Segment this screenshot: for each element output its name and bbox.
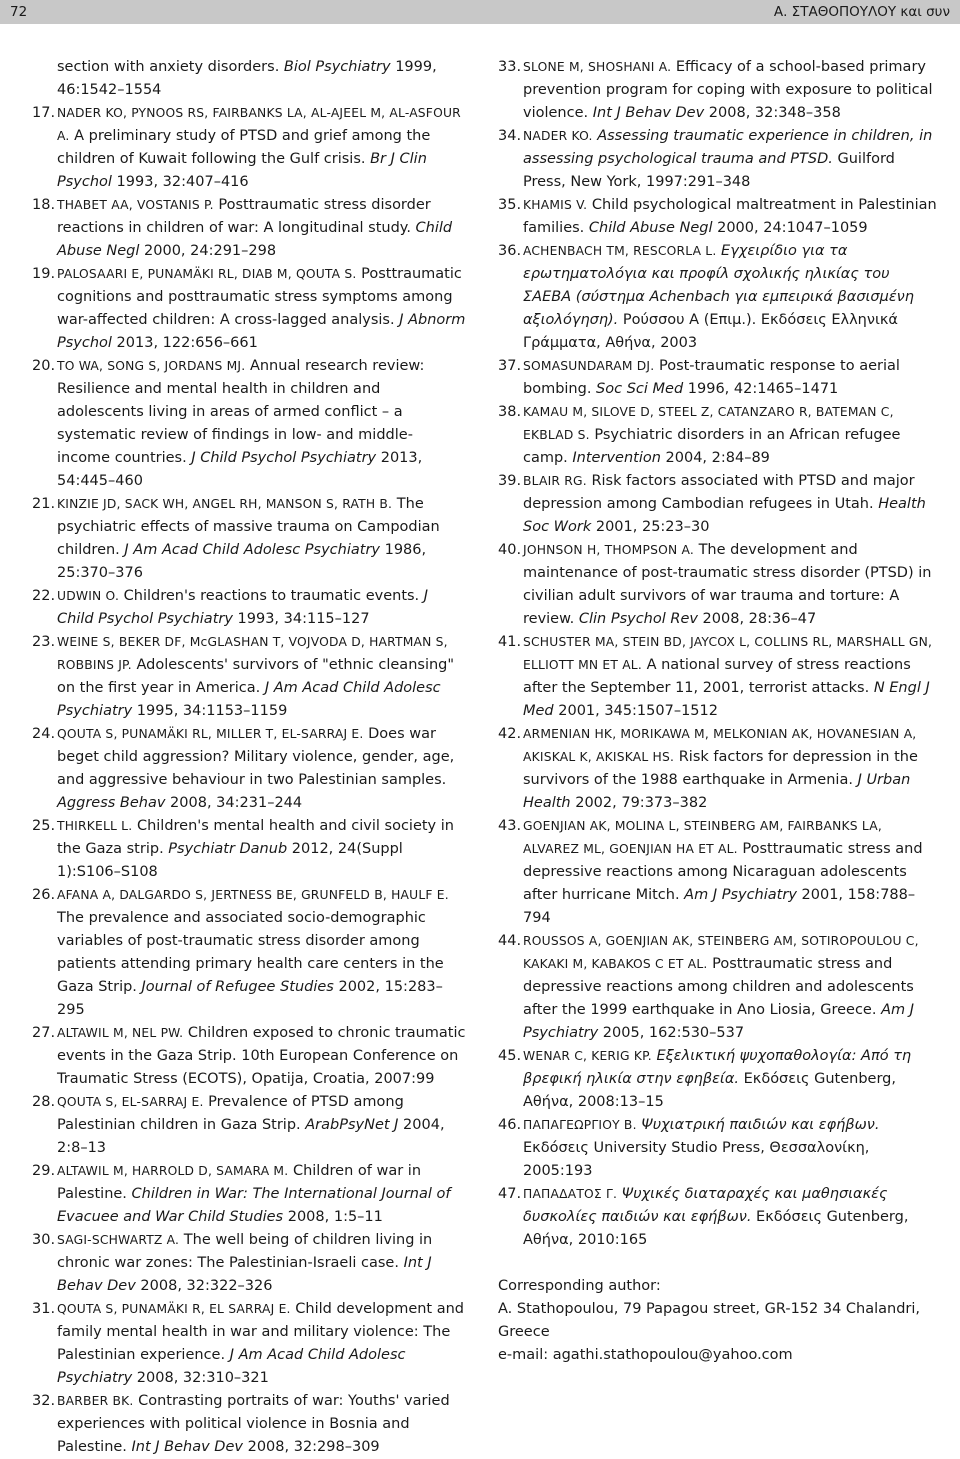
ref-number: 33. <box>498 59 522 75</box>
ref-journal: Am J Psychiatry <box>684 887 797 903</box>
ref-details: Guilford Press, New York, 1997:291–348 <box>523 151 895 190</box>
ref-authors: NADER KO. <box>523 129 593 143</box>
reference-26 <box>32 884 466 1022</box>
ref-title: A national survey of stress reactions after the September 11, 2001, terrorist attacks. <box>523 657 911 696</box>
ref-authors: ROUSSOS A, GOENJIAN AK, STEINBERG AM, SOTIROPOULOU C, KAKAKI M, KABAKOS C ET AL. <box>523 934 919 971</box>
ref-title: Does war beget child aggression? Military violence, gender, age, and aggressive behaviour in two Palestinian samples. <box>57 726 455 788</box>
ref-authors: QOUTA S, PUNAMÄKI RL, MILLER T, EL-SARRAJ E. <box>57 727 364 741</box>
ref-details: 1996, 42:1465–1471 <box>683 381 839 397</box>
ref-title: Child development and family mental health in war and military violence: The Palestinian experience. <box>57 1301 465 1363</box>
ref-details: Εκδόσεις University Studio Press, Θεσσαλονίκη, 2005:193 <box>523 1140 870 1179</box>
ref-number: 17. <box>32 105 56 121</box>
ref-journal: J Am Acad Child Adolesc Psychiatry <box>57 1347 406 1386</box>
ref-details: 2008, 32:348–358 <box>704 105 841 121</box>
corresponding-email[interactable]: e-mail: agathi.stathopoulou@yahoo.com <box>498 1347 793 1363</box>
reference-38 <box>498 401 940 470</box>
ref-number: 21. <box>32 496 56 512</box>
reference-22 <box>32 585 466 631</box>
ref-details: 2005, 162:530–537 <box>598 1025 745 1041</box>
ref-number: 30. <box>32 1232 56 1248</box>
ref-journal: Int J Behav Dev <box>592 105 705 121</box>
ref-journal: ArabPsyNet J <box>305 1117 399 1133</box>
reference-continuation <box>32 56 466 102</box>
ref-details: 2002, 15:283–295 <box>57 979 443 1018</box>
ref-details: 2002, 79:373–382 <box>570 795 708 811</box>
ref-title: Children's mental health and civil society in the Gaza strip. <box>57 818 454 857</box>
ref-details: 1993, 34:115–127 <box>232 611 370 627</box>
ref-title: A preliminary study of PTSD and grief among the children of Kuwait following the Gulf crisis. <box>57 128 431 167</box>
reference-21 <box>32 493 466 585</box>
ref-details: 1986, 25:370–376 <box>57 542 427 581</box>
ref-journal: J Am Acad Child Adolesc Psychiatry <box>124 542 380 558</box>
ref-journal: Ψυχιατρική παιδιών και εφήβων. <box>636 1117 880 1133</box>
left-column <box>32 56 466 1459</box>
ref-journal: J Urban Health <box>523 772 911 811</box>
ref-journal: Aggress Behav <box>57 795 166 811</box>
ref-title: The well being of children living in chronic war zones: The Palestinian-Israeli case. <box>57 1232 433 1271</box>
ref-journal: Biol Psychiatry <box>283 59 391 75</box>
ref-number: 31. <box>32 1301 56 1317</box>
ref-details: 2012, 24(Suppl 1):S106–S108 <box>57 841 403 880</box>
ref-authors: THABET AA, VOSTANIS P. <box>57 198 214 212</box>
ref-authors: TO WA, SONG S, JORDANS MJ. <box>57 359 246 373</box>
ref-authors: BLAIR RG. <box>523 474 587 488</box>
ref-journal: Int J Behav Dev <box>57 1255 432 1294</box>
ref-number: 37. <box>498 358 522 374</box>
ref-title: Contrasting portraits of war: Youths' varied experiences with political violence in Bosnia and Palestine. <box>57 1393 450 1455</box>
ref-title: Posttraumatic stress and depressive reactions among children and adolescents after the 1999 earthquake in Ano Liosia, Greece. <box>523 956 914 1018</box>
ref-authors: SOMASUNDARAM DJ. <box>523 359 655 373</box>
ref-journal: Children in War: The International Journal of Evacuee and War Child Studies <box>57 1186 451 1225</box>
ref-title: Posttraumatic stress disorder reactions in children of war: A longitudinal study. <box>57 197 431 236</box>
ref-details: 2001, 158:788–794 <box>523 887 916 926</box>
ref-number: 41. <box>498 634 522 650</box>
ref-number: 23. <box>32 634 56 650</box>
ref-details: 2001, 25:23–30 <box>591 519 710 535</box>
ref-journal: Εξελικτική ψυχοπαθολογία: Από τη βρεφική ηλικία στην εφηβεία. <box>523 1048 912 1087</box>
ref-title: Children's reactions to traumatic events. <box>119 588 424 604</box>
reference-45 <box>498 1045 940 1114</box>
ref-title: Children exposed to chronic traumatic events in the Gaza Strip. 10th European Conference on Traumatic Stress (ECOTS), Opatija, Croatia, 2007:99 <box>57 1025 466 1087</box>
ref-authors: UDWIN O. <box>57 589 120 603</box>
reference-18 <box>32 194 466 263</box>
ref-authors: JOHNSON H, THOMPSON A. <box>523 543 694 557</box>
ref-details: 2008, 1:5–11 <box>283 1209 383 1225</box>
ref-authors: QOUTA S, EL-SARRAJ E. <box>57 1095 204 1109</box>
reference-41 <box>498 631 940 723</box>
reference-33 <box>498 56 940 125</box>
ref-number: 18. <box>32 197 56 213</box>
ref-details: 2008, 32:322–326 <box>135 1278 273 1294</box>
ref-authors: PALOSAARI E, PUNAMÄKI RL, DIAB M, QOUTA S. <box>57 267 357 281</box>
ref-details: 2000, 24:291–298 <box>139 243 277 259</box>
ref-number: 35. <box>498 197 522 213</box>
ref-details: 1993, 32:407–416 <box>111 174 249 190</box>
reference-19 <box>32 263 466 355</box>
ref-number: 39. <box>498 473 522 489</box>
right-column <box>498 56 940 1367</box>
reference-20 <box>32 355 466 493</box>
corresponding-address: A. Stathopoulou, 79 Papagou street, GR-152 34 Chalandri, <box>498 1301 921 1317</box>
ref-number: 22. <box>32 588 56 604</box>
reference-17 <box>32 102 466 194</box>
ref-title: The development and maintenance of post-traumatic stress disorder (PTSD) in civilian adult survivors of war trauma and torture: A review. <box>523 542 932 627</box>
reference-34 <box>498 125 940 194</box>
corresponding-country: Greece <box>498 1324 550 1340</box>
ref-details: 2004, 2:8–13 <box>57 1117 445 1156</box>
ref-details: 2008, 32:310–321 <box>132 1370 269 1386</box>
ref-number: 46. <box>498 1117 522 1133</box>
ref-number: 47. <box>498 1186 522 1202</box>
ref-authors: BARBER BK. <box>57 1394 134 1408</box>
reference-24 <box>32 723 466 815</box>
running-header <box>0 0 960 24</box>
ref-journal: Ψυχικές διαταραχές και μαθησιακές δυσκολίες παιδιών και εφήβων. <box>523 1186 888 1225</box>
reference-46 <box>498 1114 940 1183</box>
ref-authors: KAMAU M, SILOVE D, STEEL Z, CATANZARO R, BATEMAN C, EKBLAD S. <box>523 405 894 442</box>
ref-number: 40. <box>498 542 522 558</box>
ref-journal: J Child Psychol Psychiatry <box>57 588 429 627</box>
ref-title: Prevalence of PTSD among Palestinian children in Gaza Strip. <box>57 1094 404 1133</box>
ref-authors: ALTAWIL M, NEL PW. <box>57 1026 184 1040</box>
reference-31 <box>32 1298 466 1390</box>
ref-authors: ALTAWIL M, HARROLD D, SAMARA M. <box>57 1164 289 1178</box>
ref-journal: Am J Psychiatry <box>523 1002 915 1041</box>
ref-details: 2000, 24:1047–1059 <box>712 220 868 236</box>
reference-28 <box>32 1091 466 1160</box>
ref-journal: Int J Behav Dev <box>131 1439 243 1455</box>
ref-authors: SCHUSTER MA, STEIN BD, JAYCOX L, COLLINS RL, MARSHALL GN, ELLIOTT MN ET AL. <box>523 635 933 672</box>
ref-journal: J Abnorm Psychol <box>57 312 466 351</box>
ref-number: 28. <box>32 1094 56 1110</box>
ref-journal: Journal of Refugee Studies <box>141 979 334 995</box>
reference-30 <box>32 1229 466 1298</box>
ref-details: 2008, 34:231–244 <box>165 795 303 811</box>
ref-title: Posttraumatic cognitions and posttraumatic stress symptoms among war-affected children: A cross-lagged analysis. <box>57 266 462 328</box>
reference-29 <box>32 1160 466 1229</box>
ref-details: 2008, 32:298–309 <box>242 1439 380 1455</box>
ref-details: 1999, 46:1542–1554 <box>57 59 437 98</box>
ref-number: 38. <box>498 404 522 420</box>
ref-number: 42. <box>498 726 522 742</box>
ref-details: 2013, 122:656–661 <box>111 335 258 351</box>
ref-authors: GOENJIAN AK, MOLINA L, STEINBERG AM, FAIRBANKS LA, ALVAREZ ML, GOENJIAN HA ET AL. <box>523 819 882 856</box>
page-number: 72 <box>10 4 28 20</box>
ref-details: 2004, 2:84–89 <box>660 450 770 466</box>
ref-number: 27. <box>32 1025 56 1041</box>
ref-number: 36. <box>498 243 522 259</box>
ref-details: Εκδόσεις Gutenberg, Αθήνα, 2010:165 <box>523 1209 909 1248</box>
ref-authors: SAGI-SCHWARTZ A. <box>57 1233 180 1247</box>
ref-title: Risk factors associated with PTSD and major depression among Cambodian refugees in Utah. <box>523 473 915 512</box>
ref-journal: Psychiatr Danub <box>168 841 288 857</box>
ref-number: 32. <box>32 1393 56 1409</box>
ref-number: 20. <box>32 358 56 374</box>
ref-number: 29. <box>32 1163 56 1179</box>
ref-details: 1995, 34:1153–1159 <box>132 703 288 719</box>
ref-journal: Child Abuse Negl <box>57 220 453 259</box>
ref-title: The psychiatric effects of massive trauma on Campodian children. <box>57 496 440 558</box>
ref-title: Psychiatric disorders in an African refugee camp. <box>523 427 901 466</box>
ref-number: 44. <box>498 933 522 949</box>
ref-authors: NADER KO, PYNOOS RS, FAIRBANKS LA, AL-AJEEL M, AL-ASFOUR A. <box>57 106 461 143</box>
ref-title: Efficacy of a school-based primary prevention program for coping with exposure to political violence. <box>523 59 933 121</box>
ref-number: 43. <box>498 818 522 834</box>
ref-journal: Εγχειρίδιο για τα ερωτηματολόγια και προφίλ σχολικής ηλικίας του ΣΑΕΒΑ (σύστημα Achenbach για εμπειρικά βασισμένη αξιολόγηση). <box>523 243 914 328</box>
reference-23 <box>32 631 466 723</box>
ref-authors: WENAR C, KERIG KP. <box>523 1049 652 1063</box>
ref-journal: Clin Psychol Rev <box>578 611 698 627</box>
reference-25 <box>32 815 466 884</box>
ref-title: section with anxiety disorders. <box>57 59 284 75</box>
corresponding-heading: Corresponding author: <box>498 1278 661 1294</box>
ref-journal: N Engl J Med <box>523 680 930 719</box>
ref-authors: ΠΑΠΑΔΑΤΟΣ Γ. <box>523 1187 618 1201</box>
ref-number: 25. <box>32 818 56 834</box>
ref-details: 2008, 28:36–47 <box>697 611 817 627</box>
ref-title: Risk factors for depression in the survivors of the 1988 earthquake in Armenia. <box>523 749 918 788</box>
ref-details: Ρούσσου Α (Επιμ.). Εκδόσεις Ελληνικά Γράμματα, Αθήνα, 2003 <box>523 312 898 351</box>
ref-journal: Intervention <box>572 450 661 466</box>
ref-title: Adolescents' survivors of "ethnic cleansing" on the first year in America. <box>57 657 455 696</box>
ref-authors: QOUTA S, PUNAMÄKI R, EL SARRAJ E. <box>57 1302 291 1316</box>
ref-authors: SLONE M, SHOSHANI A. <box>523 60 672 74</box>
reference-47 <box>498 1183 940 1252</box>
reference-32 <box>32 1390 466 1459</box>
ref-number: 24. <box>32 726 56 742</box>
ref-number: 34. <box>498 128 522 144</box>
ref-authors: THIRKELL L. <box>57 819 133 833</box>
ref-details: Εκδόσεις Gutenberg, Αθήνα, 2008:13–15 <box>523 1071 896 1110</box>
ref-details: 2013, 54:445–460 <box>57 450 423 489</box>
ref-journal: Br J Clin Psychol <box>57 151 427 190</box>
ref-title: The prevalence and associated socio-demographic variables of post-traumatic stress disorder among patients attending primary health care centers in the Gaza Strip. <box>57 910 444 995</box>
ref-authors: ΠΑΠΑΓΕΩΡΓΙΟΥ Β. <box>523 1118 637 1132</box>
running-author: Α. ΣΤΑΘΟΠΟΥΛΟΥ και συν <box>773 4 950 20</box>
reference-43 <box>498 815 940 930</box>
reference-42 <box>498 723 940 815</box>
reference-36 <box>498 240 940 355</box>
ref-title: Posttraumatic stress and depressive reactions among Nicaraguan adolescents after hurricane Mitch. <box>523 841 923 903</box>
ref-journal: Health Soc Work <box>523 496 926 535</box>
ref-journal: Child Abuse Negl <box>588 220 713 236</box>
ref-title: Child psychological maltreatment in Palestinian families. <box>523 197 937 236</box>
reference-40 <box>498 539 940 631</box>
reference-39 <box>498 470 940 539</box>
ref-journal: Assessing traumatic experience in children, in assessing psychological trauma and PTSD. <box>523 128 933 167</box>
ref-number: 26. <box>32 887 56 903</box>
ref-title: Children of war in Palestine. <box>57 1163 422 1202</box>
reference-44 <box>498 930 940 1045</box>
ref-number: 19. <box>32 266 56 282</box>
ref-journal: Soc Sci Med <box>596 381 684 397</box>
ref-title: Annual research review: Resilience and mental health in children and adolescents living in areas of armed conflict – a systematic review of findings in low- and middle-income countries. <box>57 358 425 466</box>
ref-authors: ACHENBACH TM, RESCORLA L. <box>523 244 717 258</box>
reference-35 <box>498 194 940 240</box>
ref-title: Post-traumatic response to aerial bombing. <box>523 358 900 397</box>
ref-authors: KHAMIS V. <box>523 198 588 212</box>
corresponding-author <box>498 1275 940 1367</box>
ref-authors: ARMENIAN HK, MORIKAWA M, MELKONIAN AK, HOVANESIAN A, AKISKAL K, AKISKAL HS. <box>523 727 917 764</box>
ref-authors: WEINE S, BEKER DF, McGLASHAN T, VOJVODA D, HARTMAN S, ROBBINS JP. <box>57 635 448 672</box>
ref-details: 2001, 345:1507–1512 <box>553 703 718 719</box>
ref-number: 45. <box>498 1048 522 1064</box>
ref-authors: KINZIE JD, SACK WH, ANGEL RH, MANSON S, RATH B. <box>57 497 393 511</box>
reference-37 <box>498 355 940 401</box>
reference-27 <box>32 1022 466 1091</box>
ref-journal: J Am Acad Child Adolesc Psychiatry <box>57 680 441 719</box>
ref-journal: J Child Psychol Psychiatry <box>191 450 377 466</box>
ref-authors: AFANA A, DALGARDO S, JERTNESS BE, GRUNFELD B, HAULF E. <box>57 888 449 902</box>
